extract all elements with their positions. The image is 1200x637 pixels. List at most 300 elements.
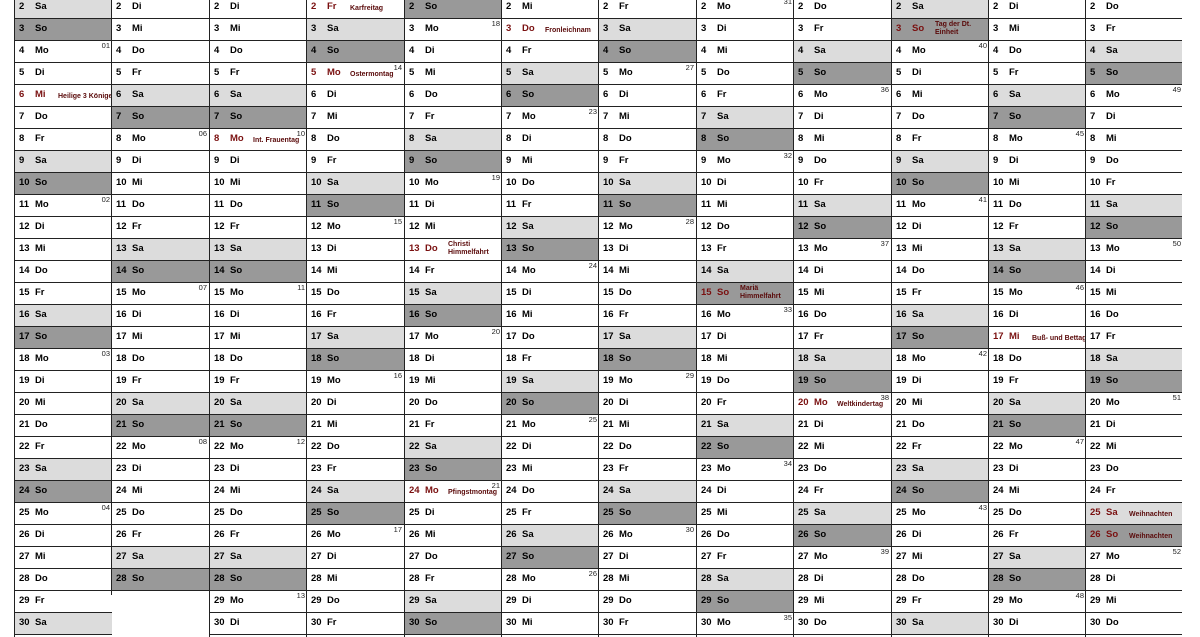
note-cell bbox=[1029, 129, 1086, 150]
date-cell bbox=[892, 415, 932, 436]
day-row bbox=[210, 503, 307, 525]
week-number: 07 bbox=[198, 283, 207, 292]
date-cell bbox=[697, 107, 737, 128]
note-cell bbox=[347, 525, 404, 546]
date-cell bbox=[15, 283, 55, 304]
note-cell bbox=[445, 151, 502, 172]
day-number: 22 bbox=[214, 441, 225, 452]
note-cell bbox=[445, 261, 502, 282]
day-number: 13 bbox=[311, 243, 322, 254]
note-cell bbox=[1126, 63, 1182, 84]
day-row bbox=[989, 129, 1086, 151]
holiday-label: Karfreitag bbox=[350, 5, 384, 12]
date-cell bbox=[502, 151, 542, 172]
day-number: 21 bbox=[603, 419, 614, 430]
weekday-abbr: Do bbox=[522, 177, 535, 188]
note-cell bbox=[55, 19, 112, 40]
weekday-abbr: Sa bbox=[522, 67, 534, 78]
date-cell bbox=[210, 547, 250, 568]
note-cell bbox=[152, 195, 209, 216]
note-cell bbox=[1126, 173, 1182, 194]
note-cell bbox=[737, 107, 794, 128]
date-cell bbox=[794, 63, 834, 84]
date-cell bbox=[794, 525, 834, 546]
weekday-abbr: Mo bbox=[912, 199, 926, 210]
day-row bbox=[1086, 613, 1182, 635]
date-cell bbox=[599, 437, 639, 458]
date-cell bbox=[210, 107, 250, 128]
day-row bbox=[405, 217, 502, 239]
week-number: 52 bbox=[1172, 547, 1181, 556]
weekday-abbr: Mi bbox=[814, 133, 825, 144]
day-row bbox=[502, 173, 599, 195]
note-cell bbox=[250, 503, 307, 524]
day-row bbox=[697, 459, 794, 481]
weekday-abbr: Sa bbox=[35, 617, 47, 628]
weekday-abbr: Di bbox=[35, 529, 45, 540]
day-row bbox=[307, 547, 404, 569]
date-cell bbox=[405, 305, 445, 326]
weekday-abbr: Di bbox=[132, 1, 142, 12]
day-row bbox=[307, 327, 404, 349]
day-row bbox=[892, 459, 989, 481]
date-cell bbox=[794, 503, 834, 524]
weekday-abbr: Mi bbox=[522, 617, 533, 628]
day-row bbox=[405, 569, 502, 591]
note-cell bbox=[1126, 129, 1182, 150]
day-row bbox=[405, 283, 502, 305]
day-number: 19 bbox=[214, 375, 225, 386]
day-row bbox=[15, 195, 112, 217]
day-number: 3 bbox=[701, 23, 707, 34]
day-row bbox=[989, 437, 1086, 459]
day-row bbox=[697, 85, 794, 107]
date-cell bbox=[892, 107, 932, 128]
weekday-abbr: Mi bbox=[619, 573, 630, 584]
weekday-abbr: Mi bbox=[717, 199, 728, 210]
weekday-abbr: Mo bbox=[814, 397, 828, 408]
note-cell bbox=[639, 85, 696, 106]
day-number: 29 bbox=[701, 595, 712, 606]
day-row bbox=[697, 283, 794, 305]
note-cell bbox=[639, 107, 696, 128]
date-cell bbox=[307, 459, 347, 480]
note-cell bbox=[639, 415, 696, 436]
date-cell bbox=[1086, 437, 1126, 458]
note-cell bbox=[250, 195, 307, 216]
date-cell bbox=[794, 261, 834, 282]
day-number: 22 bbox=[701, 441, 712, 452]
weekday-abbr: So bbox=[814, 529, 827, 540]
date-cell bbox=[599, 547, 639, 568]
note-cell bbox=[250, 239, 307, 260]
note-cell bbox=[834, 503, 891, 524]
date-cell bbox=[210, 283, 250, 304]
day-row bbox=[502, 217, 599, 239]
note-cell bbox=[152, 217, 209, 238]
note-cell bbox=[834, 239, 891, 260]
day-number: 20 bbox=[701, 397, 712, 408]
day-row bbox=[210, 547, 307, 569]
date-cell bbox=[697, 195, 737, 216]
weekday-abbr: So bbox=[1009, 265, 1022, 276]
date-cell bbox=[989, 239, 1029, 260]
note-cell bbox=[55, 481, 112, 502]
week-number: 10 bbox=[296, 129, 305, 138]
weekday-abbr: Do bbox=[1106, 309, 1119, 320]
weekday-abbr: Di bbox=[1009, 617, 1019, 628]
note-cell bbox=[55, 239, 112, 260]
date-cell bbox=[405, 327, 445, 348]
note-cell bbox=[445, 239, 502, 260]
note-cell bbox=[639, 305, 696, 326]
date-cell bbox=[697, 19, 737, 40]
note-cell bbox=[152, 41, 209, 62]
weekday-abbr: Mo bbox=[1106, 397, 1120, 408]
date-cell bbox=[15, 569, 55, 590]
weekday-abbr: Di bbox=[425, 45, 435, 56]
day-row bbox=[112, 481, 209, 503]
weekday-abbr: Di bbox=[230, 309, 240, 320]
day-number: 29 bbox=[311, 595, 322, 606]
note-cell bbox=[250, 85, 307, 106]
day-number: 28 bbox=[896, 573, 907, 584]
day-row bbox=[697, 0, 794, 19]
day-number: 17 bbox=[993, 331, 1004, 342]
day-row bbox=[794, 525, 891, 547]
date-cell bbox=[599, 195, 639, 216]
day-row bbox=[112, 437, 209, 459]
date-cell bbox=[989, 305, 1029, 326]
note-cell bbox=[639, 547, 696, 568]
day-number: 26 bbox=[116, 529, 127, 540]
date-cell bbox=[599, 525, 639, 546]
day-row bbox=[697, 481, 794, 503]
date-cell bbox=[1086, 173, 1126, 194]
day-row bbox=[307, 305, 404, 327]
note-cell bbox=[250, 393, 307, 414]
day-row bbox=[599, 129, 696, 151]
note-cell bbox=[55, 393, 112, 414]
day-number: 5 bbox=[993, 67, 999, 78]
note-cell bbox=[834, 349, 891, 370]
day-row bbox=[307, 283, 404, 305]
day-number: 7 bbox=[603, 111, 609, 122]
note-cell bbox=[737, 0, 794, 18]
date-cell bbox=[1086, 525, 1126, 546]
weekday-abbr: Di bbox=[912, 67, 922, 78]
day-number: 27 bbox=[311, 551, 322, 562]
holiday-label: Mariä Himmelfahrt bbox=[740, 285, 781, 300]
weekday-abbr: Fr bbox=[425, 265, 435, 276]
day-number: 16 bbox=[701, 309, 712, 320]
weekday-abbr: Di bbox=[327, 397, 337, 408]
date-cell bbox=[307, 107, 347, 128]
day-number: 13 bbox=[993, 243, 1004, 254]
weekday-abbr: Do bbox=[35, 573, 48, 584]
date-cell bbox=[1086, 129, 1126, 150]
note-cell bbox=[737, 19, 794, 40]
week-number: 01 bbox=[101, 41, 110, 50]
day-row bbox=[599, 481, 696, 503]
date-cell bbox=[697, 41, 737, 62]
day-row bbox=[697, 305, 794, 327]
day-row bbox=[112, 261, 209, 283]
day-number: 18 bbox=[214, 353, 225, 364]
day-row bbox=[405, 525, 502, 547]
day-number: 16 bbox=[19, 309, 30, 320]
note-cell bbox=[152, 503, 209, 524]
day-number: 13 bbox=[701, 243, 712, 254]
day-row bbox=[697, 393, 794, 415]
day-row bbox=[599, 239, 696, 261]
weekday-abbr: Di bbox=[717, 23, 727, 34]
note-cell bbox=[1029, 217, 1086, 238]
note-cell bbox=[445, 591, 502, 612]
day-number: 13 bbox=[798, 243, 809, 254]
weekday-abbr: So bbox=[912, 331, 925, 342]
date-cell bbox=[989, 503, 1029, 524]
day-number: 19 bbox=[19, 375, 30, 386]
day-number: 6 bbox=[19, 89, 25, 100]
week-number: 30 bbox=[685, 525, 694, 534]
note-cell bbox=[834, 371, 891, 392]
day-row bbox=[15, 85, 112, 107]
note-cell bbox=[932, 151, 989, 172]
weekday-abbr: Mo bbox=[619, 67, 633, 78]
day-number: 30 bbox=[603, 617, 614, 628]
date-cell bbox=[15, 415, 55, 436]
date-cell bbox=[405, 569, 445, 590]
note-cell bbox=[250, 129, 307, 150]
date-cell bbox=[892, 173, 932, 194]
note-cell bbox=[542, 481, 599, 502]
day-number: 4 bbox=[798, 45, 804, 56]
day-row bbox=[892, 63, 989, 85]
weekday-abbr: Mi bbox=[132, 23, 143, 34]
weekday-abbr: Mi bbox=[912, 89, 923, 100]
note-cell bbox=[932, 481, 989, 502]
weekday-abbr: Sa bbox=[912, 1, 924, 12]
day-number: 4 bbox=[701, 45, 707, 56]
note-cell bbox=[737, 305, 794, 326]
day-number: 17 bbox=[214, 331, 225, 342]
weekday-abbr: Do bbox=[814, 463, 827, 474]
week-number: 47 bbox=[1075, 437, 1084, 446]
date-cell bbox=[15, 41, 55, 62]
date-cell bbox=[989, 437, 1029, 458]
day-row bbox=[697, 613, 794, 635]
day-number: 26 bbox=[896, 529, 907, 540]
week-number: 46 bbox=[1075, 283, 1084, 292]
day-row bbox=[502, 305, 599, 327]
date-cell bbox=[892, 525, 932, 546]
weekday-abbr: Mo bbox=[619, 375, 633, 386]
weekday-abbr: Fr bbox=[717, 243, 727, 254]
week-number: 16 bbox=[393, 371, 402, 380]
day-number: 6 bbox=[896, 89, 902, 100]
note-cell bbox=[542, 173, 599, 194]
date-cell bbox=[794, 591, 834, 612]
day-row bbox=[15, 63, 112, 85]
note-cell bbox=[250, 0, 307, 18]
day-row bbox=[307, 613, 404, 635]
note-cell bbox=[639, 0, 696, 18]
note-cell bbox=[639, 525, 696, 546]
note-cell bbox=[347, 305, 404, 326]
day-row bbox=[405, 63, 502, 85]
note-cell bbox=[347, 151, 404, 172]
date-cell bbox=[989, 217, 1029, 238]
day-row bbox=[210, 569, 307, 591]
date-cell bbox=[210, 151, 250, 172]
note-cell bbox=[1126, 19, 1182, 40]
day-number: 4 bbox=[896, 45, 902, 56]
day-number: 26 bbox=[311, 529, 322, 540]
date-cell bbox=[15, 107, 55, 128]
week-number: 28 bbox=[685, 217, 694, 226]
note-cell bbox=[542, 107, 599, 128]
date-cell bbox=[15, 547, 55, 568]
date-cell bbox=[502, 261, 542, 282]
date-cell bbox=[892, 305, 932, 326]
day-row bbox=[405, 261, 502, 283]
day-row bbox=[794, 0, 891, 19]
day-number: 7 bbox=[993, 111, 999, 122]
day-row bbox=[405, 129, 502, 151]
note-cell bbox=[542, 591, 599, 612]
note-cell bbox=[445, 41, 502, 62]
day-number: 18 bbox=[701, 353, 712, 364]
note-cell bbox=[152, 327, 209, 348]
day-row bbox=[405, 41, 502, 63]
day-number: 8 bbox=[506, 133, 512, 144]
weekday-abbr: Fr bbox=[814, 331, 824, 342]
weekday-abbr: So bbox=[814, 375, 827, 386]
day-row bbox=[599, 591, 696, 613]
weekday-abbr: Fr bbox=[425, 573, 435, 584]
weekday-abbr: Fr bbox=[1009, 67, 1019, 78]
date-cell bbox=[989, 129, 1029, 150]
day-number: 24 bbox=[798, 485, 809, 496]
month-column bbox=[1085, 0, 1182, 637]
day-number: 24 bbox=[896, 485, 907, 496]
date-cell bbox=[307, 503, 347, 524]
weekday-abbr: Mi bbox=[327, 265, 338, 276]
day-row bbox=[502, 19, 599, 41]
weekday-abbr: So bbox=[814, 67, 827, 78]
weekday-abbr: Mo bbox=[132, 441, 146, 452]
day-number: 23 bbox=[798, 463, 809, 474]
day-row bbox=[599, 41, 696, 63]
day-row bbox=[210, 41, 307, 63]
weekday-abbr: Mo bbox=[230, 595, 244, 606]
weekday-abbr: Do bbox=[619, 133, 632, 144]
day-row bbox=[112, 569, 209, 591]
day-row bbox=[405, 107, 502, 129]
weekday-abbr: Fr bbox=[912, 287, 922, 298]
date-cell bbox=[405, 591, 445, 612]
day-row bbox=[15, 173, 112, 195]
weekday-abbr: Mi bbox=[230, 177, 241, 188]
date-cell bbox=[502, 239, 542, 260]
note-cell bbox=[834, 437, 891, 458]
holiday-label: Christi Himmelfahrt bbox=[448, 241, 489, 256]
day-number: 23 bbox=[896, 463, 907, 474]
date-cell bbox=[210, 239, 250, 260]
note-cell bbox=[250, 217, 307, 238]
day-number: 25 bbox=[409, 507, 420, 518]
date-cell bbox=[1086, 107, 1126, 128]
day-row bbox=[15, 459, 112, 481]
month-column bbox=[988, 0, 1086, 637]
weekday-abbr: Fr bbox=[1009, 375, 1019, 386]
day-number: 28 bbox=[993, 573, 1004, 584]
note-cell bbox=[542, 239, 599, 260]
day-row bbox=[15, 41, 112, 63]
weekday-abbr: Di bbox=[35, 67, 45, 78]
note-cell bbox=[1029, 437, 1086, 458]
weekday-abbr: Fr bbox=[619, 463, 629, 474]
day-number: 23 bbox=[214, 463, 225, 474]
day-number: 6 bbox=[701, 89, 707, 100]
day-number: 25 bbox=[214, 507, 225, 518]
date-cell bbox=[405, 481, 445, 502]
note-cell bbox=[1126, 459, 1182, 480]
day-number: 26 bbox=[1090, 529, 1101, 540]
note-cell bbox=[834, 261, 891, 282]
holiday-label: Fronleichnam bbox=[545, 27, 591, 34]
date-cell bbox=[15, 591, 55, 612]
note-cell bbox=[639, 613, 696, 634]
day-row bbox=[405, 415, 502, 437]
weekday-abbr: Sa bbox=[230, 397, 242, 408]
weekday-abbr: Di bbox=[425, 353, 435, 364]
weekday-abbr: Sa bbox=[425, 441, 437, 452]
date-cell bbox=[697, 173, 737, 194]
date-cell bbox=[307, 569, 347, 590]
weekday-abbr: So bbox=[35, 331, 48, 342]
note-cell bbox=[55, 459, 112, 480]
weekday-abbr: Fr bbox=[1106, 177, 1116, 188]
day-row bbox=[307, 261, 404, 283]
note-cell bbox=[1029, 349, 1086, 370]
week-number: 36 bbox=[880, 85, 889, 94]
day-number: 14 bbox=[603, 265, 614, 276]
day-number: 22 bbox=[896, 441, 907, 452]
day-row bbox=[697, 195, 794, 217]
week-number: 37 bbox=[880, 239, 889, 248]
note-cell bbox=[347, 569, 404, 590]
date-cell bbox=[405, 151, 445, 172]
day-row bbox=[210, 613, 307, 635]
day-number: 20 bbox=[993, 397, 1004, 408]
day-number: 10 bbox=[701, 177, 712, 188]
note-cell bbox=[347, 481, 404, 502]
note-cell bbox=[55, 85, 112, 106]
day-number: 17 bbox=[409, 331, 420, 342]
note-cell bbox=[445, 305, 502, 326]
note-cell bbox=[639, 41, 696, 62]
weekday-abbr: Mi bbox=[912, 397, 923, 408]
day-row bbox=[697, 415, 794, 437]
day-row bbox=[15, 151, 112, 173]
weekday-abbr: Fr bbox=[717, 551, 727, 562]
weekday-abbr: Di bbox=[619, 89, 629, 100]
day-number: 16 bbox=[311, 309, 322, 320]
date-cell bbox=[697, 239, 737, 260]
day-row bbox=[307, 63, 404, 85]
